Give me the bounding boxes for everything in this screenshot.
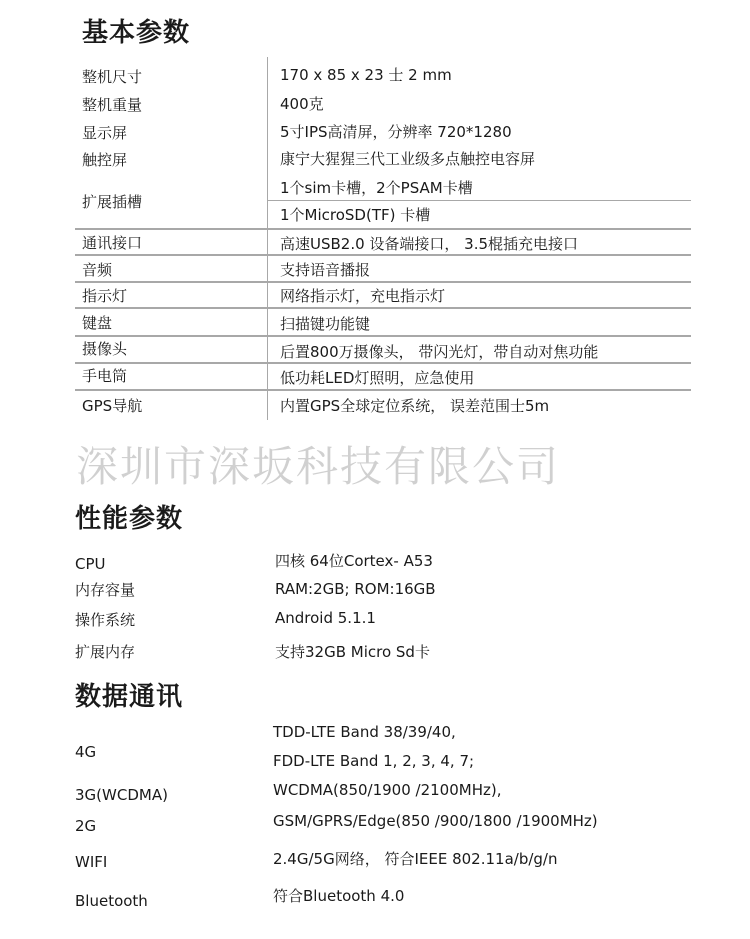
spec-value-size: 170 x 85 x 23 士 2 mm xyxy=(280,66,452,84)
row-separator xyxy=(75,389,691,391)
watermark-text: 深圳市深坂科技有限公司 xyxy=(76,442,561,491)
comm-label-bluetooth: Bluetooth xyxy=(75,892,148,910)
spec-label-audio: 音频 xyxy=(82,261,113,279)
perf-value-storage: 支持32GB Micro Sd卡 xyxy=(275,643,430,661)
comm-value-gsm: GSM/GPRS/Edge(850 /900/1800 /1900MHz) xyxy=(273,812,598,830)
comm-label-wifi: WIFI xyxy=(75,853,108,871)
row-separator xyxy=(75,254,691,256)
spec-value-touch: 康宁大猩猩三代工业级多点触控电容屏 xyxy=(280,150,536,168)
table-divider xyxy=(267,57,268,420)
spec-label-gps: GPS导航 xyxy=(82,397,143,415)
spec-label-display: 显示屏 xyxy=(82,124,128,142)
spec-label-weight: 整机重量 xyxy=(82,96,143,114)
row-separator xyxy=(75,307,691,309)
section-title-performance: 性能参数 xyxy=(75,504,184,534)
spec-label-keyboard: 键盘 xyxy=(82,314,113,332)
spec-value-interface: 高速USB2.0 设备端接口， 3.5棍插充电接口 xyxy=(280,235,579,253)
perf-label-memory: 内存容量 xyxy=(75,581,136,599)
comm-label-2g: 2G xyxy=(75,817,97,835)
perf-value-os: Android 5.1.1 xyxy=(275,609,376,627)
comm-value-wcdma: WCDMA(850/1900 /2100MHz), xyxy=(273,781,502,799)
spec-value-display: 5寸IPS高清屏，分辨率 720*1280 xyxy=(280,123,512,141)
comm-label-4g: 4G xyxy=(75,743,97,761)
row-separator xyxy=(267,200,691,201)
perf-label-storage: 扩展内存 xyxy=(75,643,136,661)
spec-value-slots-1: 1个sim卡槽，2个PSAM卡槽 xyxy=(280,179,473,197)
spec-value-camera: 后置800万摄像头， 带闪光灯，带自动对焦功能 xyxy=(280,343,599,361)
comm-value-tdd: TDD-LTE Band 38/39/40, xyxy=(273,723,456,741)
spec-value-audio: 支持语音播报 xyxy=(280,261,371,279)
spec-value-gps: 内置GPS全球定位系统， 误差范围士5m xyxy=(280,397,550,415)
spec-value-slots-2: 1个MicroSD(TF) 卡槽 xyxy=(280,206,431,224)
spec-value-indicator: 网络指示灯，充电指示灯 xyxy=(280,287,446,305)
spec-label-indicator: 指示灯 xyxy=(82,287,128,305)
row-separator xyxy=(75,281,691,283)
comm-label-3g: 3G(WCDMA) xyxy=(75,786,168,804)
spec-label-touch: 触控屏 xyxy=(82,151,128,169)
spec-label-slots: 扩展插槽 xyxy=(82,193,143,211)
perf-value-memory: RAM:2GB; ROM:16GB xyxy=(275,580,436,598)
comm-value-wifi: 2.4G/5G网络， 符合IEEE 802.11a/b/g/n xyxy=(273,850,558,868)
spec-label-camera: 摄像头 xyxy=(82,340,128,358)
perf-label-cpu: CPU xyxy=(75,555,106,573)
section-title-comm: 数据通讯 xyxy=(75,682,184,712)
row-separator xyxy=(75,362,691,364)
spec-value-weight: 400克 xyxy=(280,95,324,113)
row-separator xyxy=(75,335,691,337)
comm-value-fdd: FDD-LTE Band 1, 2, 3, 4, 7; xyxy=(273,752,475,770)
row-separator xyxy=(75,228,691,230)
comm-value-bluetooth: 符合Bluetooth 4.0 xyxy=(273,887,405,905)
spec-value-flashlight: 低功耗LED灯照明，应急使用 xyxy=(280,369,475,387)
perf-value-cpu: 四核 64位Cortex- A53 xyxy=(275,552,433,570)
spec-label-interface: 通讯接口 xyxy=(82,234,143,252)
perf-label-os: 操作系统 xyxy=(75,611,136,629)
spec-label-flashlight: 手电筒 xyxy=(82,367,128,385)
spec-label-size: 整机尺寸 xyxy=(82,68,143,86)
spec-value-keyboard: 扫描键功能键 xyxy=(280,315,371,333)
section-title-basic: 基本参数 xyxy=(82,18,191,48)
